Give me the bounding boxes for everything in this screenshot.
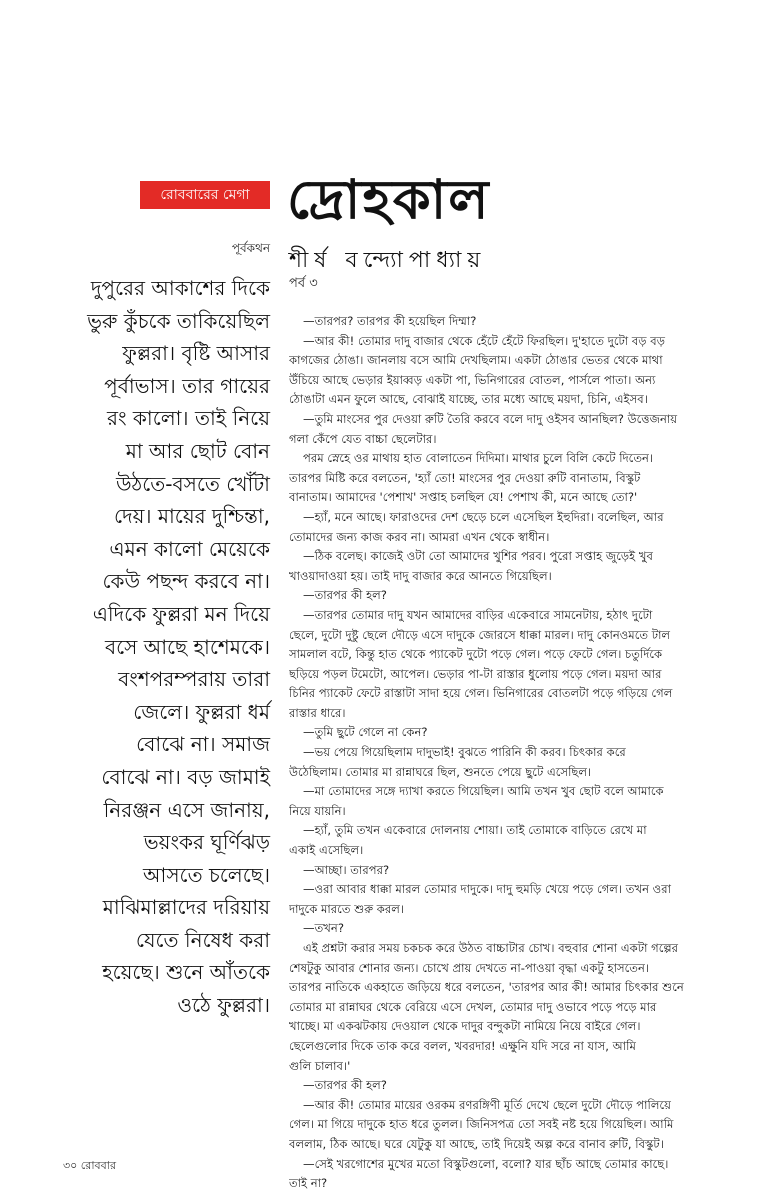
episode-label: পর্ব ৩ xyxy=(289,276,318,291)
body-line: —আচ্ছা। তারপর? xyxy=(303,862,390,877)
body-line: তারপর নাতিকে একহাতে জড়িয়ে ধরে বলতেন, 'তারপর আর কী! আমার চিৎকার শুনে xyxy=(289,980,684,995)
body-line: —মা তোমাদের সঙ্গে দ্যাখা করতে গিয়েছিল। আমি তখন খুব ছোট বলে আমাকে xyxy=(303,784,664,799)
body-line: ছেলে, দুটো দুষ্টু ছেলে দৌড়ে এসে দাদুকে জোরসে ধাক্কা মারল। দাদু কোনওমতে টাল xyxy=(289,627,671,642)
body-line: তোমার মা রান্নাঘর থেকে বেরিয়ে এসে দেখল, তোমার দাদু ওভাবে পড়ে পড়ে মার xyxy=(289,999,657,1014)
summary-line: উঠতে-বসতে খোঁটা xyxy=(115,471,270,496)
body-line: খাচ্ছে। মা একঝটকায় দেওয়াল থেকে দাদুর বন্দুকটা নামিয়ে নিয়ে বাইরে গেল। xyxy=(289,1019,641,1034)
body-line: —হ্যাঁ, মনে আছে। ফারাওদের দেশ ছেড়ে চলে এসেছিল ইহুদিরা। বলেছিল, আর xyxy=(303,509,664,524)
body-line: এই প্রশ্নটা করার সময় চকচক করে উঠত বাচ্চাটার চোখ। বহুবার শোনা একটা গল্পের xyxy=(303,941,679,955)
summary-line: মা আর ছোট বোন xyxy=(125,438,270,463)
summary-line: দুপুরের আকাশের দিকে xyxy=(90,276,270,300)
summary-line: ভুরু কুঁচকে তাকিয়েছিল xyxy=(87,308,270,333)
summary-line: বংশপরম্পরায় তারা xyxy=(118,667,270,692)
page-footer: ৩০ রোববার xyxy=(63,1159,116,1172)
body-line: একাই এসেছিল। xyxy=(289,843,364,858)
body-line: পরম স্নেহে ওর মাথায় হাত বোলাতেন দিদিমা। মাথার চুলে বিলি কেটে দিতেন। xyxy=(303,451,654,466)
summary-line: ভয়ংকর ঘূর্ণিঝড় xyxy=(143,830,270,855)
summary-line: এমন কালো মেয়েকে xyxy=(109,536,270,561)
body-line: —সেই খরগোশের মুখের মতো বিস্কুটগুলো, বলো? যার ছাঁচ আছে তোমার কাছে। xyxy=(303,1156,669,1171)
story-summary xyxy=(64,272,270,1022)
summary-line: কেউ পছন্দ করবে না। xyxy=(102,569,270,594)
body-line: —তুমি মাংসের পুর দেওয়া রুটি তৈরি করবে বলে দাদু ওইসব আনছিল? উত্তেজনায় xyxy=(303,411,678,426)
body-line: উঠেছিলাম। তোমার মা রান্নাঘরে ছিল, শুনতে পেয়ে ছুটে এসেছিল। xyxy=(289,764,592,779)
body-line: গুলি চালাব।' xyxy=(289,1058,351,1073)
body-line: ছেলেগুলোর দিকে তাক করে বলল, খবরদার! এক্ষুনি যদি সরে না যাস, আমি xyxy=(289,1038,636,1053)
summary-line: মাঝিমাল্লাদের দরিয়ায় xyxy=(102,895,270,920)
story-title: দ্রোহকাল xyxy=(287,167,491,231)
body-line: ঠোঙাটা এমন ফুলে আছে, বোঝাই যাচ্ছে, তার মধ্যে আছে ময়দা, চিনি, এইসব। xyxy=(289,392,648,407)
body-line: —ভয় পেয়ে গিয়েছিলাম দাদুভাই! বুঝতে পারিনি কী করব। চিৎকার করে xyxy=(303,745,626,760)
summary-line: বোঝে না। সমাজ xyxy=(136,732,270,757)
summary-line: এদিকে ফুল্লরা মন দিয়ে xyxy=(92,601,270,626)
summary-line: পূর্বাভাস। তার গায়ের xyxy=(104,373,270,398)
body-line: ছড়িয়ে পড়ল টমেটো, আপেল। ভেড়ার পা-টা রাস্তার ধুলোয় পড়ে গেল। ময়দা আর xyxy=(289,666,662,681)
body-line: নিয়ে যায়নি। xyxy=(289,803,346,818)
body-line: —তারপর কী হল? xyxy=(303,588,387,603)
summary-line: আসতে চলেছে। xyxy=(143,862,270,887)
section-badge: রোববারের মেগা xyxy=(140,181,270,209)
body-line: বললাম, ঠিক আছে। ঘরে যেটুকু যা আছে, তাই দিয়েই অল্প করে বানাব রুটি, বিস্কুট। xyxy=(289,1136,664,1151)
summary-line: রং কালো। তাই নিয়ে xyxy=(106,406,270,431)
summary-line: বসে আছে হাশেমকে। xyxy=(104,634,270,659)
body-line: —আর কী! তোমার মায়ের ওরকম রণরঙ্গিণী মূর্তি দেখে ছেলে দুটো দৌড়ে পালিয়ে xyxy=(303,1097,671,1112)
body-line: —ওরা আবার ধাক্কা মারল তোমার দাদুকে। দাদু হুমড়ি খেয়ে পড়ে গেল। তখন ওরা xyxy=(303,882,671,897)
summary-line: দেয়। মায়ের দুশ্চিন্তা, xyxy=(113,504,270,529)
body-line: —তারপর? তারপর কী হয়েছিল দিম্মা? xyxy=(303,314,477,328)
body-line: —তারপর তোমার দাদু যখন আমাদের বাড়ির একেবারে সামনেটায়, হঠাৎ দুটো xyxy=(303,607,653,622)
summary-line: নিরঞ্জন এসে জানায়, xyxy=(103,797,270,822)
body-line: কাগজের ঠোঙা। জানলায় বসে আমি দেখছিলাম। একটা ঠোঙার ভেতর থেকে মাথা xyxy=(289,353,663,368)
body-line: সামলাল বটে, কিন্তু হাত থেকে প্যাকেট দুটো পড়ে গেল। পড়ে ফেটে গেল। চতুর্দিকে xyxy=(289,647,663,662)
summary-line: হয়েছে। শুনে আঁতকে xyxy=(102,960,270,985)
body-line: বানাতাম। আমাদের 'পেশাখ' সপ্তাহ চলছিল যে! পেশাখ কী, মনে আছে তো?' xyxy=(289,490,638,505)
previously-label: পূর্বকথন xyxy=(231,241,270,255)
body-line: উঁচিয়ে আছে ভেড়ার ইয়াব্বড় একটা পা, ভিনিগারের বোতল, পার্সলে পাতা। অন্য xyxy=(289,372,656,387)
summary-line: যেতে নিষেধ করা xyxy=(135,927,270,952)
body-line: —হ্যাঁ, তুমি তখন একেবারে দোলনায় শোয়া। তাই তোমাকে বাড়িতে রেখে মা xyxy=(303,823,647,838)
summary-line: ফুল্লরা। বৃষ্টি আসার xyxy=(122,341,270,366)
body-line: —তখন? xyxy=(303,921,344,936)
body-line: —আর কী! তোমার দাদু বাজার থেকে হেঁটে হেঁটে ফিরছিল। দু'হাতে দুটো বড় বড় xyxy=(303,333,665,348)
body-line: —তুমি ছুটে গেলে না কেন? xyxy=(303,725,428,740)
body-line: তোমাদের জন্য কাজ করব না। আমরা এখন থেকে স্বাধীন। xyxy=(289,529,550,544)
body-line: খাওয়াদাওয়া হয়। তাই দাদু বাজার করে আনতে গিয়েছিল। xyxy=(289,568,552,583)
body-line: দাদুকে মারতে শুরু করল। xyxy=(289,901,405,916)
story-body xyxy=(289,312,755,1194)
body-line: —ঠিক বলেছ। কাজেই ওটা তো আমাদের খুশির পরব। পুরো সপ্তাহ জুড়েই খুব xyxy=(303,549,653,564)
body-line: চিনির প্যাকেট ফেটে রাস্তাটা সাদা হয়ে গেল। ভিনিগারের বোতলটা পড়ে গড়িয়ে গেল xyxy=(289,686,673,701)
body-line: গেল। মা গিয়ে দাদুকে হাত ধরে তুলল। জিনিসপত্র তো সবই নষ্ট হয়ে গিয়েছিল। আমি xyxy=(289,1117,674,1132)
body-line: —তারপর কী হল? xyxy=(303,1078,387,1093)
author-name: শীর্ষ বন্দ্যোপাধ্যায় xyxy=(289,248,487,273)
summary-line: জেলে। ফুল্লরা ধর্ম xyxy=(133,699,270,724)
body-line: রাস্তার ধারে। xyxy=(289,705,346,720)
body-line: তারপর মিষ্টি করে বলতেন, 'হ্যাঁ তো! মাংসের পুর দেওয়া রুটি বানাতাম, বিস্কুট xyxy=(289,470,641,485)
body-line: শেষটুকু আবার শোনার জন্য। চোখে প্রায় দেখতে না-পাওয়া বৃদ্ধা একটু হাসতেন। xyxy=(289,960,650,975)
body-line: তাই না? xyxy=(289,1176,328,1191)
summary-line: ওঠে ফুল্লরা। xyxy=(177,993,270,1018)
summary-line: বোঝে না। বড় জামাই xyxy=(101,764,270,789)
body-line: গলা কেঁপে যেত বাচ্চা ছেলেটার। xyxy=(289,431,437,446)
